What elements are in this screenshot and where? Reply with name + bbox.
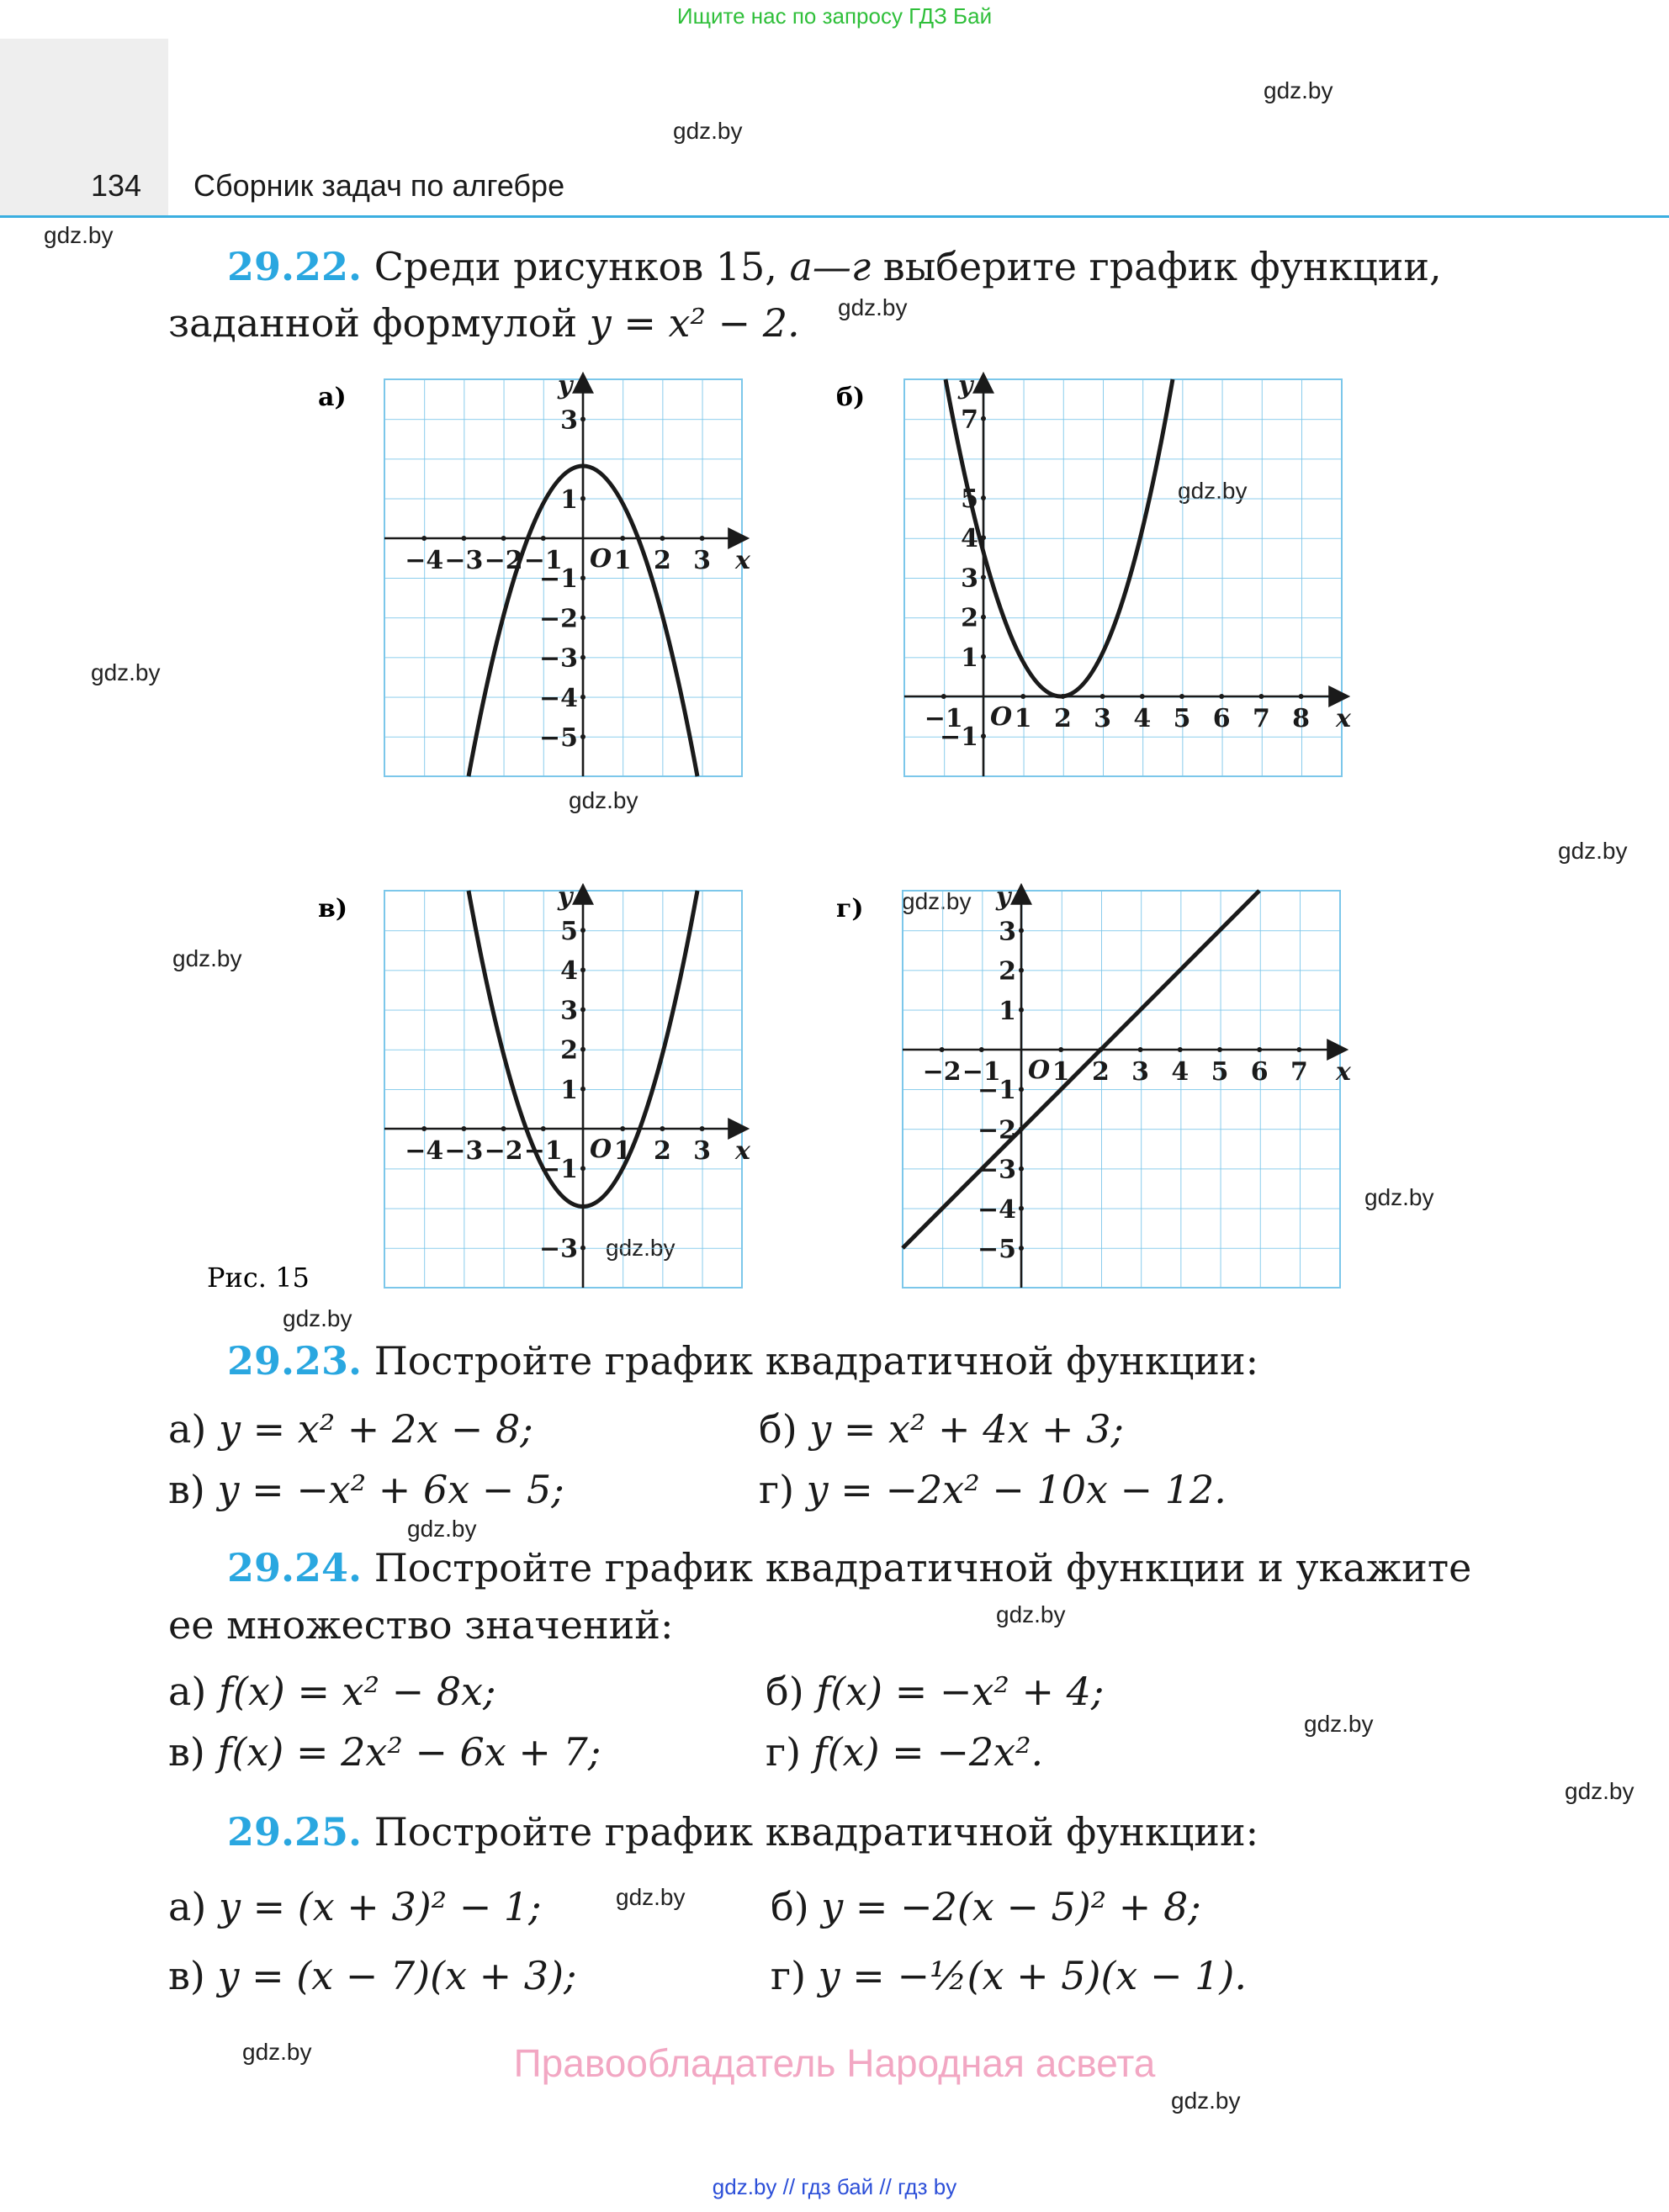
item-label: в) [168, 1953, 205, 1998]
y-tick-mark [580, 416, 585, 421]
task-text: Постройте график квадратичной функции и укажите [374, 1545, 1472, 1590]
y-tick-mark [580, 575, 585, 580]
x-tick-mark [1100, 694, 1105, 699]
x-tick-mark [620, 536, 625, 541]
y-tick-mark [1019, 1008, 1024, 1013]
x-tick-label: 5 [1173, 704, 1191, 733]
y-tick-mark [580, 496, 585, 501]
y-tick-label: 2 [999, 956, 1016, 987]
y-tick-mark [1019, 1087, 1024, 1092]
x-tick-mark [1138, 1047, 1143, 1052]
y-axis-label: y [558, 882, 573, 912]
task-29-25-v [168, 1953, 577, 1998]
x-tick-mark [501, 536, 506, 541]
y-axis-label: y [996, 882, 1011, 912]
y-tick-mark [580, 1007, 585, 1012]
watermark: gdz.by [44, 222, 114, 248]
x-tick-mark [660, 536, 665, 541]
task-29-24-v [168, 1729, 601, 1775]
task-text: заданной формулой [168, 300, 578, 346]
formula: y = x² + 4x + 3; [809, 1406, 1124, 1452]
x-tick-label: −3 [444, 1136, 484, 1166]
task-29-23-g [759, 1467, 1227, 1512]
x-tick-label: 7 [1290, 1057, 1308, 1087]
y-tick-mark [981, 495, 986, 500]
formula: y = −2x² − 10x − 12. [806, 1467, 1227, 1512]
x-tick-label: 4 [1133, 704, 1152, 733]
task-29-23-heading [227, 1332, 1258, 1389]
y-tick-mark [1019, 968, 1024, 973]
x-axis-label: x [1336, 704, 1351, 733]
y-tick-label: −4 [538, 683, 578, 713]
x-tick-mark [1179, 694, 1184, 699]
x-tick-label: −1 [523, 546, 563, 575]
x-tick-label: −3 [444, 546, 484, 575]
y-tick-label: 1 [560, 484, 578, 515]
task-29-25-a [168, 1884, 542, 1929]
graph-v-label: в) [318, 894, 348, 923]
y-tick-label: −4 [977, 1194, 1016, 1225]
x-tick-label: −4 [405, 1136, 444, 1166]
figure-caption: Рис. 15 [207, 1262, 310, 1294]
x-tick-mark [1098, 1047, 1103, 1052]
page-number: 134 [91, 168, 142, 203]
x-tick-mark [1178, 1047, 1183, 1052]
y-tick-mark [580, 695, 585, 700]
x-tick-label: 3 [1131, 1057, 1150, 1087]
task-text: Среди рисунков 15, [374, 244, 777, 289]
x-tick-mark [461, 536, 466, 541]
y-tick-mark [580, 734, 585, 739]
y-tick-mark [580, 615, 585, 620]
formula: y = x² − 2. [589, 300, 800, 346]
formula: y = −2(x − 5)² + 8; [821, 1884, 1201, 1929]
y-tick-label: −3 [538, 643, 578, 674]
x-tick-mark [1257, 1047, 1262, 1052]
x-tick-label: 3 [693, 1136, 712, 1166]
x-tick-label: 3 [1094, 704, 1112, 733]
y-tick-label: −3 [538, 1234, 578, 1264]
formula: f(x) = −2x². [813, 1729, 1044, 1775]
y-tick-mark [981, 535, 986, 540]
y-tick-mark [580, 1087, 585, 1092]
x-tick-mark [1258, 694, 1264, 699]
formula: f(x) = x² − 8x; [219, 1669, 496, 1714]
formula: f(x) = −x² + 4; [816, 1669, 1105, 1714]
watermark: gdz.by [1304, 1711, 1374, 1737]
y-tick-label: 1 [560, 1075, 578, 1105]
y-tick-label: −1 [977, 1076, 1016, 1106]
x-axis-label: x [735, 1136, 750, 1166]
item-label: г) [771, 1953, 807, 1998]
watermark: gdz.by [1264, 77, 1333, 103]
task-text: ее множество значений: [168, 1602, 674, 1648]
item-label: г) [766, 1729, 802, 1775]
x-tick-mark [700, 1126, 705, 1131]
x-tick-label: 1 [613, 546, 632, 575]
y-tick-label: −2 [538, 604, 578, 634]
y-tick-label: −2 [977, 1115, 1016, 1146]
y-tick-mark [981, 615, 986, 620]
item-label: г) [759, 1467, 795, 1512]
task-29-24-line-1 [227, 1539, 1471, 1596]
watermark: gdz.by [407, 1516, 477, 1542]
y-tick-mark [580, 967, 585, 972]
y-tick-label: −3 [977, 1155, 1016, 1185]
watermark: gdz.by [91, 659, 161, 685]
x-tick-mark [941, 694, 946, 699]
task-29-24-line-2 [168, 1596, 673, 1654]
y-tick-mark [580, 1246, 585, 1251]
x-axis-label: x [1336, 1057, 1351, 1087]
task-29-23-a [168, 1406, 533, 1452]
y-tick-label: 3 [961, 564, 978, 594]
x-tick-label: −4 [405, 546, 444, 575]
y-axis-label: y [958, 371, 973, 400]
task-29-25-b [771, 1884, 1201, 1929]
task-number: 29.22. [227, 244, 363, 289]
watermark: gdz.by [172, 945, 242, 971]
x-tick-mark [421, 536, 427, 541]
x-tick-label: 3 [693, 546, 712, 575]
y-tick-label: 7 [961, 405, 978, 435]
y-tick-mark [580, 655, 585, 660]
item-label: в) [168, 1729, 205, 1775]
x-tick-mark [461, 1126, 466, 1131]
watermark: gdz.by [838, 294, 908, 320]
x-tick-label: −2 [922, 1057, 962, 1087]
y-tick-label: 4 [961, 524, 978, 554]
y-tick-mark [981, 733, 986, 738]
task-29-24-g [766, 1729, 1043, 1775]
y-tick-label: 5 [560, 917, 578, 946]
watermark: gdz.by [996, 1601, 1066, 1627]
y-tick-label: −1 [538, 1155, 578, 1185]
formula: y = x² + 2x − 8; [219, 1406, 533, 1452]
item-label: б) [771, 1884, 809, 1929]
y-tick-label: 3 [560, 405, 578, 436]
x-tick-label: 2 [653, 1136, 671, 1166]
x-tick-label: −1 [962, 1057, 1001, 1087]
x-tick-label: −1 [523, 1136, 563, 1166]
y-tick-mark [1019, 1246, 1024, 1251]
y-tick-label: 2 [560, 1035, 578, 1066]
formula: y = −½(x + 5)(x − 1). [818, 1953, 1247, 1998]
x-tick-label: 6 [1250, 1057, 1269, 1087]
graph-g-label: г) [836, 894, 864, 923]
origin-label: O [990, 702, 1013, 732]
formula: y = (x − 7)(x + 3); [217, 1953, 577, 1998]
y-tick-mark [1019, 928, 1024, 933]
item-label: б) [766, 1669, 804, 1714]
watermark: gdz.by [616, 1884, 686, 1910]
x-tick-mark [979, 1047, 984, 1052]
y-tick-label: −1 [939, 722, 978, 753]
watermark: gdz.by [1171, 2088, 1241, 2114]
task-29-24-a [168, 1669, 496, 1714]
x-tick-mark [1058, 1047, 1063, 1052]
task-number: 29.24. [227, 1545, 363, 1590]
origin-label: O [1028, 1056, 1051, 1085]
task-text: Постройте график квадратичной функции: [374, 1338, 1259, 1384]
y-tick-mark [580, 1166, 585, 1171]
x-tick-mark [1060, 694, 1065, 699]
formula: y = (x + 3)² − 1; [219, 1884, 542, 1929]
y-tick-label: 1 [961, 643, 978, 673]
origin-label: O [590, 1135, 612, 1164]
y-tick-label: −5 [538, 723, 578, 753]
item-label: а) [168, 1884, 207, 1929]
x-tick-label: 2 [1053, 704, 1072, 733]
x-tick-label: −2 [484, 1136, 523, 1166]
x-tick-label: −1 [924, 704, 963, 733]
y-tick-label: 4 [560, 956, 578, 987]
y-tick-mark [580, 928, 585, 933]
y-tick-label: −5 [977, 1235, 1016, 1264]
watermark: gdz.by [283, 1305, 352, 1331]
graph-a-label: а) [318, 383, 347, 412]
y-tick-label: 3 [560, 996, 578, 1026]
x-tick-label: 1 [1014, 704, 1032, 733]
top-banner: Ищите нас по запросу ГДЗ Бай [676, 3, 993, 29]
y-tick-mark [981, 416, 986, 421]
watermark: gdz.by [242, 2039, 312, 2065]
graph-g [903, 887, 1344, 1288]
x-tick-mark [700, 536, 705, 541]
footer-links: gdz.by // гдз бай // гдз by [712, 2174, 957, 2199]
formula: f(x) = 2x² − 6x + 7; [217, 1729, 601, 1775]
item-label: б) [759, 1406, 797, 1452]
graph-b-label: б) [836, 383, 866, 412]
x-tick-mark [1299, 694, 1304, 699]
y-tick-label: 5 [961, 484, 978, 514]
y-tick-label: 3 [999, 917, 1016, 947]
task-29-25-heading [227, 1803, 1258, 1860]
y-tick-label: −1 [538, 564, 578, 595]
item-label: а) [168, 1406, 207, 1452]
task-29-23-b [759, 1406, 1124, 1452]
x-tick-label: 1 [613, 1136, 632, 1166]
y-tick-mark [1019, 1126, 1024, 1131]
watermark: gdz.by [673, 118, 743, 144]
origin-label: O [590, 544, 612, 574]
watermark: gdz.by [1364, 1184, 1434, 1210]
y-tick-mark [981, 654, 986, 659]
item-label: в) [168, 1467, 205, 1512]
y-axis-label: y [558, 371, 573, 400]
task-29-23-v [168, 1467, 564, 1512]
x-tick-label: −2 [484, 546, 523, 575]
task-text: а—г [789, 244, 872, 289]
x-tick-mark [501, 1126, 506, 1131]
x-axis-label: x [735, 546, 750, 575]
x-tick-mark [1219, 694, 1224, 699]
task-number: 29.25. [227, 1809, 363, 1855]
x-tick-label: 6 [1212, 704, 1231, 733]
x-tick-label: 8 [1292, 704, 1311, 733]
x-tick-label: 2 [653, 546, 671, 575]
x-tick-label: 2 [1091, 1057, 1110, 1087]
y-tick-mark [981, 574, 986, 579]
x-tick-label: 4 [1171, 1057, 1189, 1087]
x-tick-mark [660, 1126, 665, 1131]
x-tick-label: 7 [1252, 704, 1270, 733]
task-29-24-b [766, 1669, 1104, 1714]
x-tick-mark [620, 1126, 625, 1131]
watermark: gdz.by [569, 787, 638, 813]
task-text: Постройте график квадратичной функции: [374, 1809, 1259, 1855]
copyright-notice: Правообладатель Народная асвета [513, 2041, 1156, 2085]
y-tick-label: 1 [999, 996, 1016, 1026]
item-label: а) [168, 1669, 207, 1714]
y-tick-label: 2 [961, 603, 978, 633]
x-tick-mark [940, 1047, 945, 1052]
x-tick-mark [1296, 1047, 1301, 1052]
task-number: 29.23. [227, 1338, 363, 1384]
watermark: gdz.by [1565, 1778, 1635, 1804]
x-tick-label: 1 [1052, 1057, 1070, 1087]
x-tick-mark [1217, 1047, 1222, 1052]
x-tick-label: 5 [1211, 1057, 1229, 1087]
x-tick-mark [541, 536, 546, 541]
x-tick-mark [541, 1126, 546, 1131]
y-tick-mark [1019, 1206, 1024, 1211]
x-tick-mark [1140, 694, 1145, 699]
task-text: выберите график функции, [882, 244, 1442, 289]
y-tick-mark [580, 1047, 585, 1052]
book-title: Сборник задач по алгебре [193, 168, 565, 203]
x-tick-mark [421, 1126, 427, 1131]
watermark: gdz.by [1558, 838, 1628, 864]
y-tick-mark [1019, 1167, 1024, 1172]
x-tick-mark [1020, 694, 1025, 699]
task-29-25-g [771, 1953, 1247, 1998]
formula: y = −x² + 6x − 5; [217, 1467, 564, 1512]
